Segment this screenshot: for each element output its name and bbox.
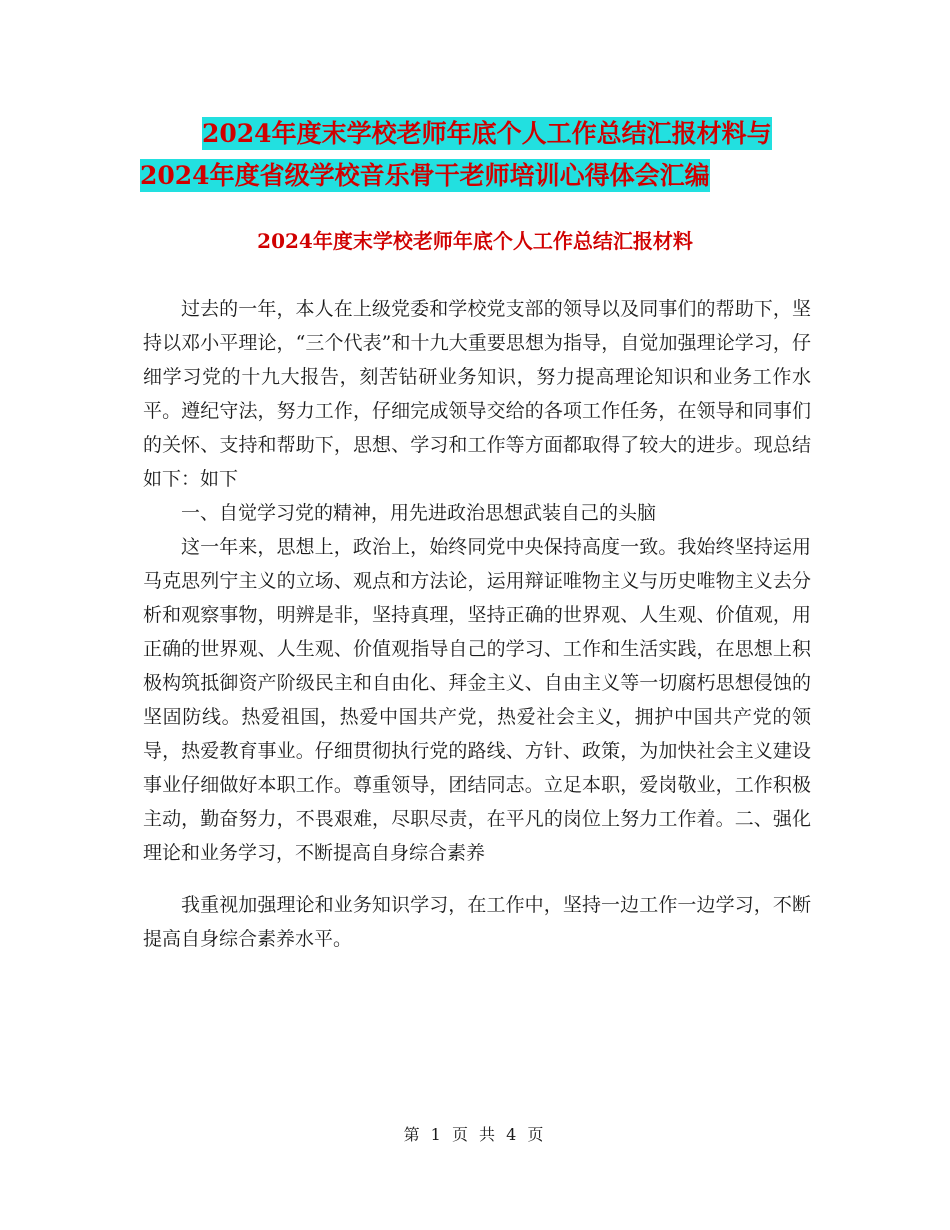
paragraph-section-2: 我重视加强理论和业务知识学习，在工作中，坚持一边工作一边学习，不断提高自身综合素养水平。	[143, 894, 811, 950]
paragraph-intro: 过去的一年，本人在上级党委和学校党支部的领导以及同事们的帮助下，坚持以邓小平理论，“三个代表”和十九大重要思想为指导，自觉加强理论学习，仔细学习党的十九大报告，刻苦钻研业务知识，努力提高理论知识和业务工作水平。遵纪守法，努力工作，仔细完成领导交给的各项工作任务，在领导和同事们的关怀、支持和帮助下，思想、学习和工作等方面都取得了较大的进步。现总结如下：如下	[143, 298, 811, 490]
paragraph-heading-1: 一、自觉学习党的精神，用先进政治思想武装自己的头脑	[181, 502, 657, 524]
title-line-2: 2024年度省级学校音乐骨干老师培训心得体会汇编	[140, 161, 710, 190]
document-body	[143, 292, 811, 956]
paragraph-section-1: 这一年来，思想上，政治上，始终同党中央保持高度一致。我始终坚持运用马克思列宁主义的立场、观点和方法论，运用辩证唯物主义与历史唯物主义去分析和观察事物，明辨是非，坚持真理，坚持正确的世界观、人生观、价值观，用正确的世界观、人生观、价值观指导自己的学习、工作和生活实践，在思想上积极构筑抵御资产阶级民主和自由化、拜金主义、自由主义等一切腐朽思想侵蚀的坚固防线。热爱祖国，热爱中国共产党，热爱社会主义，拥护中国共产党的领导，热爱教育事业。仔细贯彻执行党的路线、方针、政策，为加快社会主义建设事业仔细做好本职工作。尊重领导，团结同志。立足本职，爱岗敬业，工作积极主动，勤奋努力，不畏艰难，尽职尽责，在平凡的岗位上努力工作着。二、强化理论和业务学习，不断提高自身综合素养	[143, 536, 811, 864]
document-title	[140, 113, 830, 197]
page-footer: 第 1 页 共 4 页	[403, 1125, 547, 1144]
title-line-1: 2024年度末学校老师年底个人工作总结汇报材料与	[202, 119, 772, 148]
section-title: 2024年度末学校老师年底个人工作总结汇报材料	[257, 229, 693, 253]
